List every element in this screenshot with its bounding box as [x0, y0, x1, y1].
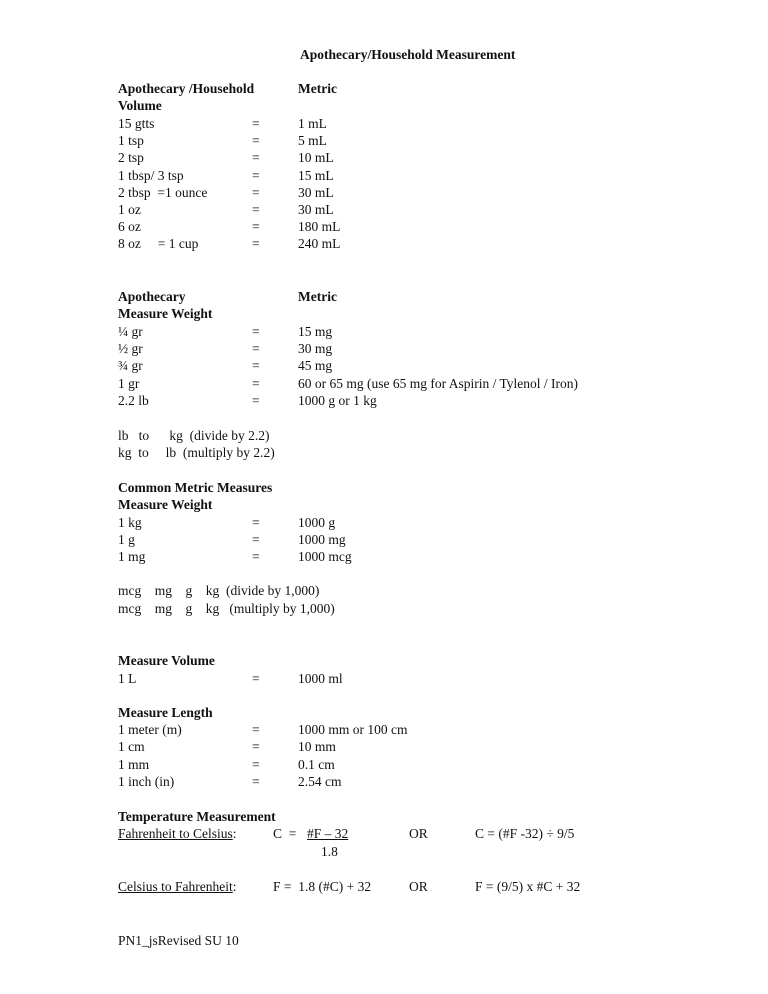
temperature-heading: Temperature Measurement — [118, 809, 276, 824]
weight-subheader: Measure Weight — [118, 306, 213, 321]
row-equals-sign: = — [252, 341, 260, 357]
f-to-c-colon: : — [232, 826, 237, 841]
row-right-cell: 30 mg — [298, 341, 333, 357]
f-to-c-label: Fahrenheit to Celsius — [118, 826, 233, 841]
row-equals-sign: = — [252, 722, 260, 737]
row-right-cell: 1000 ml — [298, 671, 343, 686]
row-equals-sign: = — [252, 739, 260, 755]
row-right-cell: 45 mg — [298, 358, 333, 374]
row-right-cell: 0.1 cm — [298, 756, 335, 772]
row-right-cell: 5 mL — [298, 133, 327, 149]
row-left-cell: 6 oz — [118, 219, 141, 235]
c-to-f-colon: : — [232, 879, 237, 894]
row-equals-sign: = — [252, 532, 260, 548]
f-to-c-lhs: C = — [273, 826, 297, 841]
row-equals-sign: = — [252, 202, 260, 217]
c-to-f-row — [118, 878, 237, 895]
row-left-cell: 1 tsp — [118, 133, 144, 149]
volume-header-left: Apothecary /Household — [118, 81, 255, 96]
divide-1000-note: mcg mg g kg (divide by 1,000) — [118, 583, 320, 598]
row-right-cell: 1000 mm or 100 cm — [298, 722, 408, 737]
row-left-cell: 2.2 lb — [118, 392, 149, 408]
c-to-f-formula: F = 1.8 (#C) + 32 — [273, 879, 372, 894]
row-left-cell: ½ gr — [118, 341, 143, 357]
row-right-cell: 180 mL — [298, 219, 341, 235]
row-equals-sign: = — [252, 116, 260, 131]
row-left-cell: 1 meter (m) — [118, 722, 182, 737]
row-equals-sign: = — [252, 167, 260, 183]
multiply-1000-note: mcg mg g kg (multiply by 1,000) — [118, 601, 335, 616]
measure-length-heading: Measure Length — [118, 705, 213, 720]
common-metric-heading: Common Metric Measures — [118, 480, 273, 495]
row-left-cell: ¾ gr — [118, 358, 143, 374]
row-right-cell: 10 mm — [298, 739, 336, 755]
row-right-cell: 1000 g — [298, 515, 336, 530]
row-left-cell: 8 oz = 1 cup — [118, 236, 199, 252]
row-equals-sign: = — [252, 184, 260, 200]
row-left-cell: ¼ gr — [118, 324, 143, 339]
lb-to-kg-note: lb to kg (divide by 2.2) — [118, 428, 270, 443]
row-left-cell: 1 cm — [118, 739, 145, 755]
row-equals-sign: = — [252, 515, 260, 530]
row-left-cell: 1 g — [118, 532, 135, 548]
row-right-cell: 2.54 cm — [298, 773, 342, 789]
row-right-cell: 1 mL — [298, 116, 327, 131]
row-right-cell: 60 or 65 mg (use 65 mg for Aspirin / Tylenol / Iron) — [298, 375, 579, 391]
row-left-cell: 1 inch (in) — [118, 773, 175, 789]
row-equals-sign: = — [252, 549, 260, 565]
row-right-cell: 240 mL — [298, 236, 341, 252]
row-equals-sign: = — [252, 756, 260, 772]
row-right-cell: 1000 mcg — [298, 549, 352, 565]
row-left-cell: 1 oz — [118, 202, 141, 217]
kg-to-lb-note: kg to lb (multiply by 2.2) — [118, 445, 275, 460]
f-to-c-numerator: #F – 32 — [307, 826, 349, 841]
c-to-f-alt-formula: F = (9/5) x #C + 32 — [475, 879, 581, 894]
weight-header-left: Apothecary — [118, 289, 186, 304]
row-equals-sign: = — [252, 375, 260, 391]
volume-subheader: Volume — [118, 98, 162, 113]
row-right-cell: 10 mL — [298, 150, 334, 166]
row-right-cell: 30 mL — [298, 202, 334, 217]
volume-header-right: Metric — [298, 81, 337, 96]
f-to-c-denominator: 1.8 — [321, 844, 338, 859]
common-metric-subheading: Measure Weight — [118, 497, 213, 512]
row-left-cell: 15 gtts — [118, 116, 155, 131]
row-equals-sign: = — [252, 324, 260, 339]
measure-volume-heading: Measure Volume — [118, 653, 215, 668]
row-right-cell: 15 mL — [298, 167, 334, 183]
row-equals-sign: = — [252, 773, 260, 789]
footer-revision: PN1_jsRevised SU 10 — [118, 933, 239, 948]
row-equals-sign: = — [252, 358, 260, 374]
row-left-cell: 1 mg — [118, 549, 146, 565]
row-left-cell: 2 tsp — [118, 150, 144, 166]
row-left-cell: 1 L — [118, 671, 137, 686]
row-equals-sign: = — [252, 392, 260, 408]
or-label-2: OR — [409, 879, 428, 894]
row-equals-sign: = — [252, 671, 260, 686]
row-equals-sign: = — [252, 236, 260, 252]
row-left-cell: 1 kg — [118, 515, 142, 530]
row-right-cell: 1000 g or 1 kg — [298, 392, 377, 408]
row-equals-sign: = — [252, 133, 260, 149]
c-to-f-label: Celsius to Fahrenheit — [118, 879, 233, 894]
weight-header-right: Metric — [298, 289, 337, 304]
page-title: Apothecary/Household Measurement — [300, 47, 516, 62]
row-left-cell: 2 tbsp =1 ounce — [118, 184, 208, 200]
row-right-cell: 1000 mg — [298, 532, 346, 548]
row-equals-sign: = — [252, 150, 260, 166]
or-label-1: OR — [409, 826, 428, 841]
row-right-cell: 15 mg — [298, 324, 333, 339]
row-left-cell: 1 gr — [118, 375, 140, 391]
f-to-c-alt-formula: C = (#F -32) ÷ 9/5 — [475, 826, 575, 841]
row-left-cell: 1 tbsp/ 3 tsp — [118, 167, 184, 183]
row-equals-sign: = — [252, 219, 260, 235]
f-to-c-row — [118, 825, 237, 842]
row-right-cell: 30 mL — [298, 184, 334, 200]
row-left-cell: 1 mm — [118, 756, 150, 772]
